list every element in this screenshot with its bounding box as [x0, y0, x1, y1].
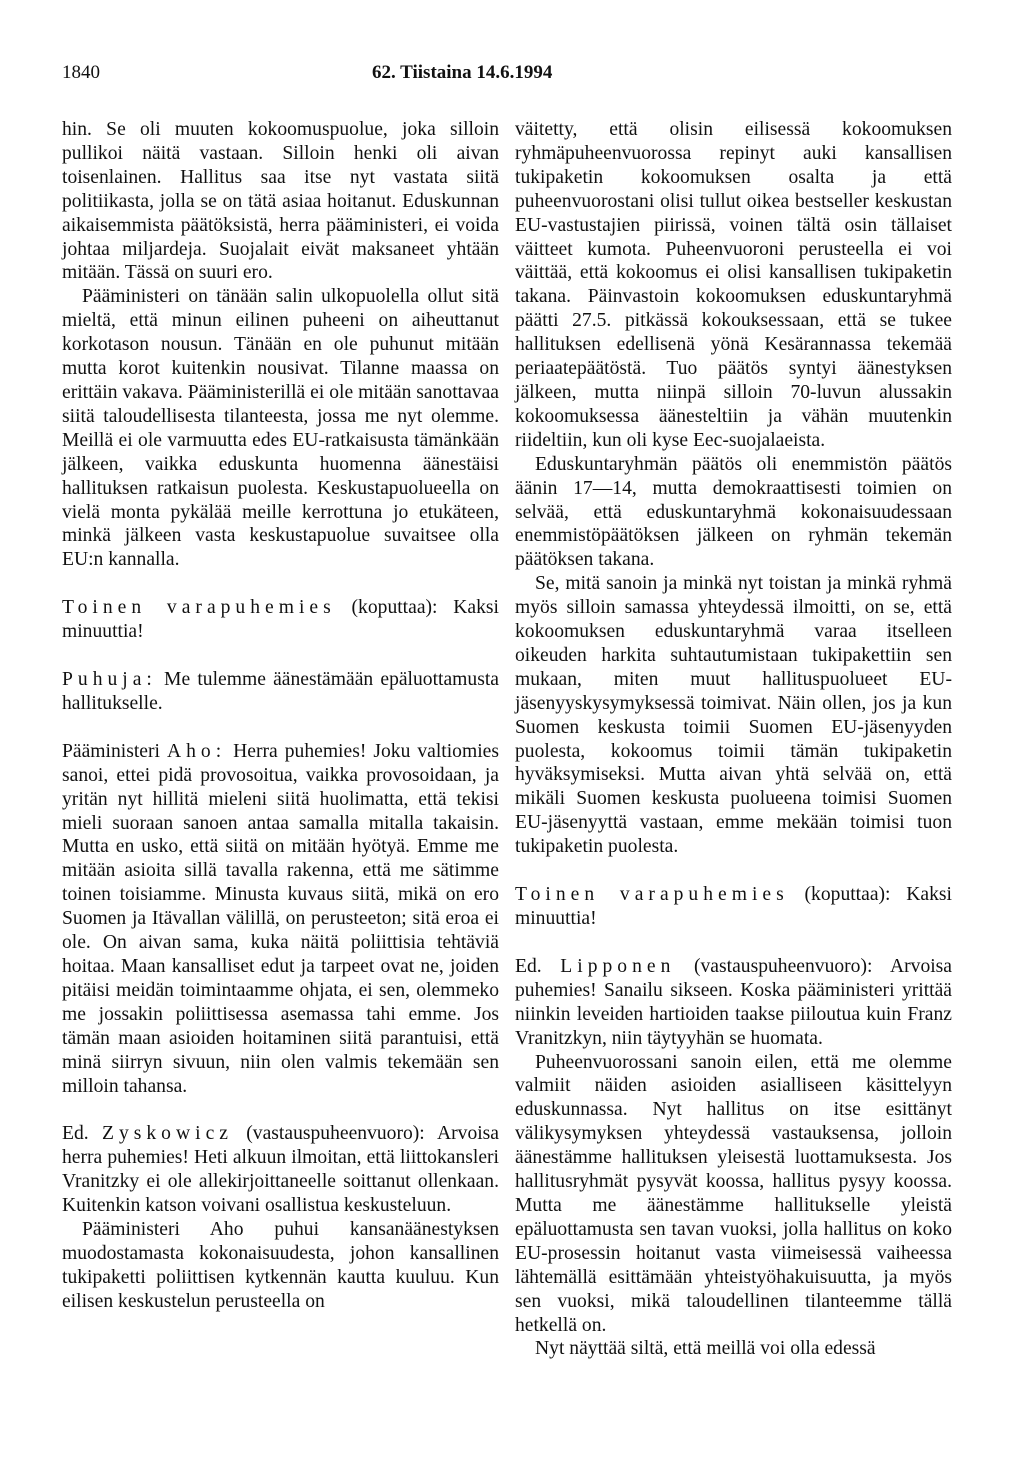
- paragraph-text: Pääministeri Aho puhui kansanäänestyksen muodostamasta kokonaisuudesta, johon kansallinen tukipaketti poliittisen kytkennän kautta kuuluu. Kun eilisen keskustelun perusteella on: [62, 1219, 499, 1312]
- paragraph-p6: [62, 1122, 499, 1218]
- page-number: 1840: [62, 62, 100, 83]
- paragraph-r3: [515, 572, 952, 859]
- left-column: [62, 118, 499, 1314]
- speaker-name: Aho:: [166, 740, 227, 762]
- paragraph-text: Me tulemme äänestämään epäluottamusta hallitukselle.: [62, 669, 499, 714]
- paragraph-text: (koputtaa): Kaksi minuuttia!: [62, 597, 499, 643]
- paragraph-p3: [62, 596, 499, 644]
- paragraph-r5: [515, 955, 952, 1051]
- paragraph-p4: [62, 668, 499, 716]
- paragraph-text: Se, mitä sanoin ja minkä nyt toistan ja minkä ryhmä myös silloin samassa yhteydessä ilmoitti, on se, että kokoomuksen eduskuntaryhmä varaa itselleen oikeuden harkita suhtautumistaan tukipakettiin sen mukaan, miten muut hallituspuolueet EU-jäsenyyskysymyksessä toimivat. Näin ollen, jos ja kun Suomen keskusta toimii Suomen EU-jäsenyyden puolesta, kokoomus toimii tämän tukipaketin hyväksymiseksi. Mutta aivan yhtä selvää on, että mikäli Suomen keskusta puolueena toimisi Suomen EU-jäsenyyttä vastaan, emme mekään toimisi tuon tukipaketin puolesta.: [515, 573, 952, 858]
- paragraph-text: Herra puhemies! Joku valtiomies sanoi, ettei pidä provosoitua, vaikka provosoidaan, ja yritän nyt hillitä mieleni siitä huolimatta, että tekisi mieli suoraan sanoen antaa samalla mitalla takaisin. Mutta en usko, että siitä on mitään hyötyä. Emme me mitään asioita sillä tavalla rakenna, että me sätimme toinen toisiamme. Minusta kuvaus siitä, mikä on ero Suomen ja Itävallan välillä, on perusteeton; sitä eroa ei ole. On aivan sama, kuka näitä poliittisia tehtäviä hoitaa. Maan kansalliset edut ja tarpeet ovat ne, joiden pitäisi meidän toimintaamme ohjata, ei sen, olemmeko me jossakin poliittisessa asemassa tahi emme. Jos tämän maan asioiden hoitaminen siitä parantuisi, että minä siirryn sivuun, niin olen valmis tekemään sen milloin tahansa.: [62, 740, 499, 1097]
- page-header: 62. Tiistaina 14.6.1994: [372, 62, 553, 83]
- speaker-name: Zyskowicz: [101, 1123, 233, 1145]
- speaker-name: Toinen varapuhemies: [515, 884, 789, 906]
- paragraph-p2: [62, 285, 499, 572]
- paragraph-text: väitetty, että olisin eilisessä kokoomuksen ryhmäpuheenvuorossa repinyt auki kansallisen tukipaketin kokoomuksen osalta ja että puheenvuorostani olisi tullut oikea bestseller keskustan EU-vastustajien piirissä, voinen tältä osin tällaiset väitteet kumota. Puheenvuoroni perusteella ei voi väittää, että kokoomus ei olisi kansallisen tukipaketin takana. Päinvastoin kokoomuksen eduskuntaryhmä päätti 27.5. pitkässä kokouksessaan, että se tukee hallituksen edellisenä yönä Kesärannassa tekemää periaatepäätöstä. Tuo päätös syntyi äänestyksen jälkeen, mutta niinpä silloin 70-luvun alussakin kokoomuksessa äänesteltiin ja vähän muutenkin riideltiin, kun oli kyse Eec-suojalaeista.: [515, 119, 952, 451]
- paragraph-text: Nyt näyttää siltä, että meillä voi olla edessä: [535, 1338, 876, 1360]
- speaker-prefix: Pääministeri: [62, 740, 167, 762]
- paragraph-text: (koputtaa): Kaksi minuuttia!: [515, 884, 952, 929]
- paragraph-p5: [62, 740, 499, 1099]
- paragraph-text: Eduskuntaryhmän päätös oli enemmistön päätös äänin 17—14, mutta demokraattisesti toimien on selvää, että eduskuntaryhmä kokonaisuudessaan enemmistöpäätöksen jälkeen on ryhmän tekemän päätöksen takana.: [515, 453, 952, 571]
- paragraph-r2: [515, 453, 952, 573]
- paragraph-r1: [515, 118, 952, 453]
- paragraph-r7: [515, 1337, 952, 1361]
- paragraph-text: (vastauspuheenvuoro): Arvoisa herra puhemies! Heti alkuun ilmoitan, että liittokansleri Vranitzky ei ole allekirjoittaneelle soittanut ollenkaan. Kuitenkin katson voivani osallistua keskusteluun.: [62, 1123, 500, 1217]
- speaker-name: Puhuja:: [62, 669, 157, 691]
- paragraph-r4: [515, 883, 952, 931]
- paragraph-text: hin. Se oli muuten kokoomuspuolue, joka silloin pullikoi näitä vastaan. Silloin henki oli aivan toisenlainen. Hallitus saa itse nyt vastata siitä politiikasta, jolla se on tätä asiaa hoitanut. Eduskunnan aikaisemmista päätöksistä, herra pääministeri, ei voida johtaa miljardeja. Suojalait eivät maksaneet yhtään mitään. Tässä on suuri ero.: [62, 119, 499, 284]
- paragraph-p1: [62, 118, 499, 285]
- paragraph-text: Puheenvuorossani sanoin eilen, että me olemme valmiit näiden asioiden asialliseen käsittelyyn eduskunnassa. Nyt hallitus on itse esittänyt välikysymyksen yhteydessä vastauksensa, jolloin äänestämme hallituksen yleisestä luottamuksesta. Jos hallitusryhmät pysyvät koossa, hallitus pysyy koossa. Mutta me äänestämme hallitukselle yleistä epäluottamusta sen tavan vuoksi, jolla hallitus on koko EU-prosessin hoitanut vasta viimeisessä vaiheessa lähtemällä esittämään yhteistyöhakuisuutta, ja myös sen vuoksi, mikä taloudellinen tilanteemme tällä hetkellä on.: [515, 1051, 952, 1336]
- speaker-prefix: Ed.: [515, 955, 561, 977]
- speaker-prefix: Ed.: [62, 1123, 102, 1145]
- speaker-name: Toinen varapuhemies: [62, 597, 336, 619]
- paragraph-p7: [62, 1218, 499, 1314]
- speaker-name: Lipponen: [560, 955, 676, 977]
- paragraph-text: (vastauspuheenvuoro): Arvoisa puhemies! Sanailu sikseen. Koska pääministeri yrittää niinkin leveiden hartioiden taakse piiloutua kuin Franz Vranitzkyn, niin täytyyhän se huomata.: [515, 955, 953, 1049]
- right-column: [515, 118, 952, 1361]
- paragraph-text: Pääministeri on tänään salin ulkopuolella ollut sitä mieltä, että minun eilinen puheeni on aiheuttanut korkotason nousun. Tänään en ole puhunut mitään mutta korot kuitenkin nousivat. Tilanne maassa on erittäin vakava. Pääministerillä ei ole mitään sanottavaa siitä taloudellisesta tilanteesta, jossa me nyt olemme. Meillä ei ole varmuutta edes EU-ratkaisusta tämänkään jälkeen, vaikka eduskunta huomenna äänestäisi hallituksen ratkaisun puolesta. Keskustapuolueella on vielä monta pykälää meille kerrottuna jo etukäteen, minkä jälkeen vasta keskustapuolue suvaitsee olla EU:n kannalla.: [62, 286, 499, 571]
- paragraph-r6: [515, 1051, 952, 1338]
